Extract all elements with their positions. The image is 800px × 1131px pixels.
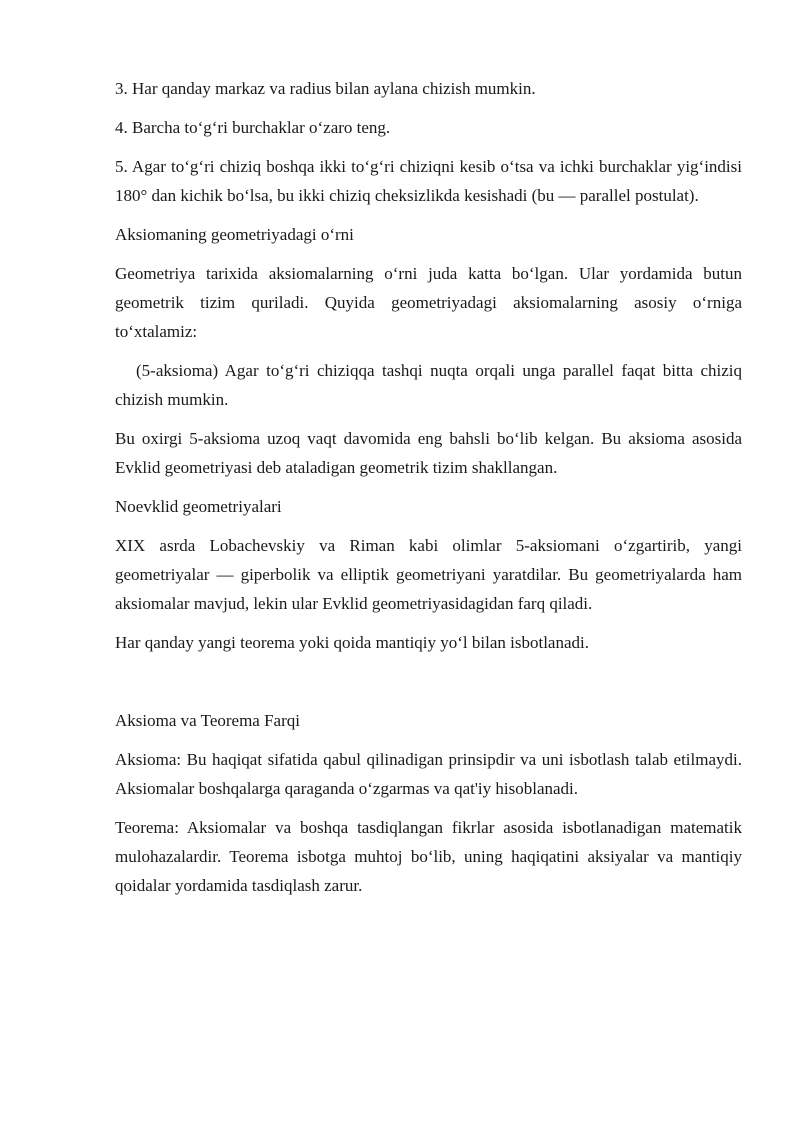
paragraph-theorem-proof: Har qanday yangi teorema yoki qoida mantiqiy yo‘l bilan isbotlanadi. (115, 633, 589, 652)
section-heading-non-euclidean: Noevklid geometriyalari (115, 497, 282, 516)
paragraph-geometry-history: Geometriya tarixida aksiomalarning o‘rni juda katta bo‘lgan. Ular yordamida butun geometrik tizim quriladi. Quyida geometriyadagi aksiomalarning asosiy o‘rniga to‘xtalamiz: (115, 264, 742, 341)
paragraph-axiom-definition: Aksioma: Bu haqiqat sifatida qabul qilinadigan prinsipdir va uni isbotlash talab etilmaydi. Aksiomalar boshqalarga qaraganda o‘zgarmas va qat'iy hisoblanadi. (115, 750, 742, 798)
paragraph-non-euclidean: XIX asrda Lobachevskiy va Riman kabi olimlar 5-aksiomani o‘zgartirib, yangi geometriyalar — giperbolik va elliptik geometriyani yaratdilar. Bu geometriyalarda ham aksiomalar mavjud, lekin ular Evklid geometriyasidagidan farq qiladi. (115, 536, 742, 613)
axiom-4-item: 4. Barcha to‘g‘ri burchaklar o‘zaro teng. (115, 118, 391, 137)
axiom-3-item: 3. Har qanday markaz va radius bilan aylana chizish mumkin. (115, 79, 536, 98)
section-heading-axiom-role: Aksiomaning geometriyadagi o‘rni (115, 225, 354, 244)
document-page (115, 74, 742, 910)
paragraph-fifth-axiom: (5-aksioma) Agar to‘g‘ri chiziqqa tashqi nuqta orqali unga parallel faqat bitta chiziq chizish mumkin. (115, 361, 742, 409)
axiom-5-item: 5. Agar to‘g‘ri chiziq boshqa ikki to‘g‘ri chiziqni kesib o‘tsa va ichki burchaklar yig‘indisi 180° dan kichik bo‘lsa, bu ikki chiziq cheksizlikda kesishadi (bu — parallel postulat). (115, 157, 742, 205)
blank-spacer (115, 667, 742, 706)
paragraph-fifth-axiom-debate: Bu oxirgi 5-aksioma uzoq vaqt davomida eng bahsli bo‘lib kelgan. Bu aksioma asosida Evklid geometriyasi deb ataladigan geometrik tizim shakllangan. (115, 429, 742, 477)
section-heading-axiom-vs-theorem: Aksioma va Teorema Farqi (115, 711, 300, 730)
paragraph-theorem-definition: Teorema: Aksiomalar va boshqa tasdiqlangan fikrlar asosida isbotlanadigan matematik mulohazalardir. Teorema isbotga muhtoj bo‘lib, uning haqiqatini aksiyalar va mantiqiy qoidalar yordamida tasdiqlash zarur. (115, 818, 742, 895)
